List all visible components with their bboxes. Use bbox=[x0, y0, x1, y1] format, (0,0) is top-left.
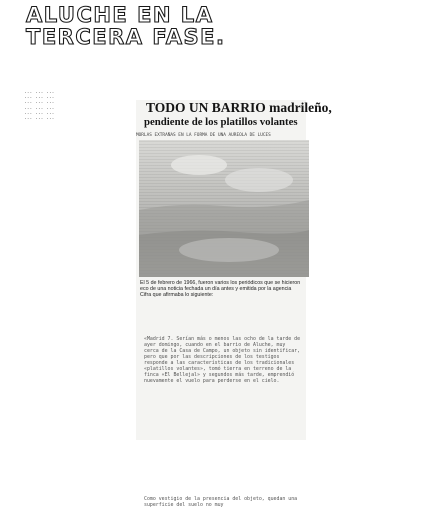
left-column-line: ... ... ... bbox=[24, 90, 55, 95]
article-body-paragraph-2: Como vestigio de la presencia del objeto, quedan una superficie del suelo no muy bbox=[144, 496, 301, 508]
left-column-text bbox=[24, 90, 60, 121]
newspaper-clipping bbox=[136, 100, 332, 508]
article-body-paragraph-1: «Madrid 7. Serían más o menos las ocho de la tarde de ayer domingo, cuando en el barrio de Aluche, muy cerca de la Casa de Campo, un objeto sin identificar, pero que por las descripciones de los testigos responde a las características de los tradicionales «platillos volantes», tomó tierra en terreno de la finca «El Bellejal» y segundos más tarde, emprendió nuevamente el vuelo para perderse en el cielo. bbox=[144, 336, 304, 384]
left-column-line: ... ... ... bbox=[24, 95, 55, 101]
clipping-subtitle: pendiente de los platillos volantes bbox=[144, 116, 298, 128]
clipping-caption-strip: MORLAS EXTRAÑAS EN LA FORMA DE UNA AUREOLA DE LUCES bbox=[136, 133, 271, 138]
sky-photo bbox=[139, 140, 309, 277]
left-column-line: ... ... ... bbox=[24, 115, 55, 121]
sky-photo-illustration bbox=[139, 140, 309, 277]
left-column-line: ... ... ... bbox=[24, 110, 55, 116]
headline-line-1: ALUCHE EN LA bbox=[26, 3, 214, 27]
headline-line-2: TERCERA FASE. bbox=[26, 25, 226, 49]
headline bbox=[26, 4, 436, 48]
photo-caption: El 5 de febrero de 1966, fueron varios los periódicos que se hicieron eco de una noticia fechada un día antes y emitida por la agencia Cifra que afirmaba lo siguiente: bbox=[140, 280, 301, 299]
left-column-line: ... ... ... bbox=[24, 105, 55, 111]
left-column-line: ... ... ... bbox=[24, 100, 55, 106]
clipping-title: TODO UN BARRIO madrileño, bbox=[146, 100, 332, 115]
